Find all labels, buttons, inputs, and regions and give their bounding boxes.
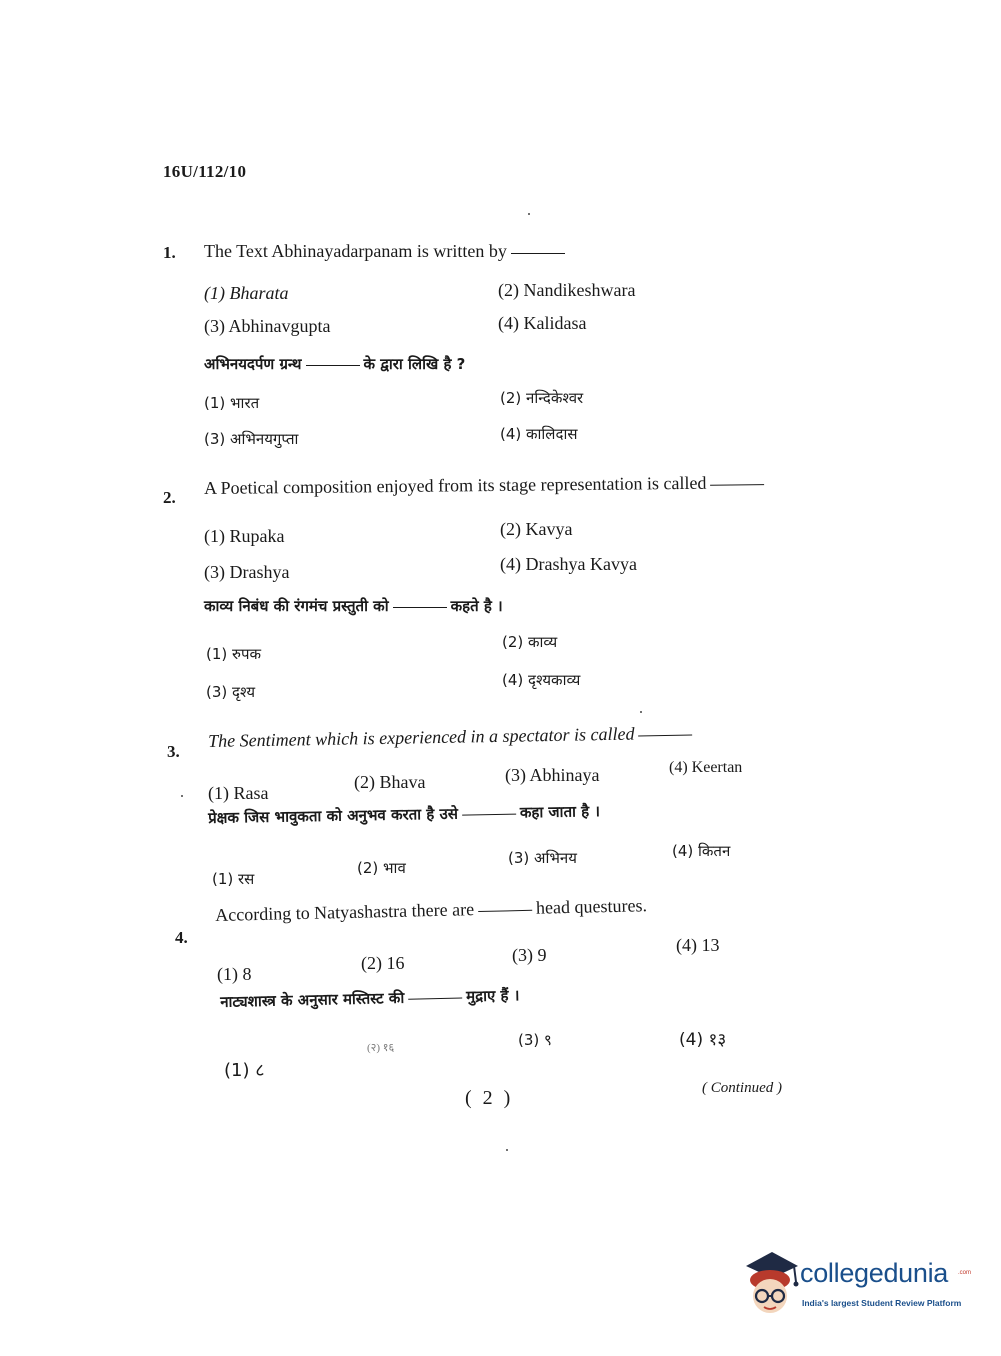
question-text-en: According to Natyashastra there are head questures. (215, 895, 648, 925)
option-2-hi: (२) १६ (367, 1042, 395, 1054)
question-text-hi: काव्य निबंध की रंगमंच प्रस्तुती को कहते है । (204, 597, 503, 615)
question-text-en: A Poetical composition enjoyed from its stage representation is called (204, 472, 769, 499)
option-3-hi: (3) ९ (518, 1031, 552, 1049)
option-3-en: (3) Drashya (204, 562, 290, 582)
question-text-hi: नाट्यशास्त्र के अनुसार मस्तिस्ट की मुद्राए हैं । (220, 986, 520, 1011)
question-text-hi: प्रेक्षक जिस भावुकता को अनुभव करता है उसे कहा जाता है । (208, 802, 601, 827)
answer-blank (462, 814, 516, 816)
option-1-en: (1) Rasa (208, 783, 269, 803)
option-1-hi: (1) रुपक (206, 645, 262, 663)
option-4-hi: (4) कालिदास (500, 425, 578, 443)
option-4-hi: (4) दृश्यकाव्य (502, 671, 581, 689)
scan-speck (528, 213, 530, 215)
question-number: 1. (163, 243, 176, 262)
option-1-en: (1) 8 (217, 964, 252, 984)
question-text-en: The Sentiment which is experienced in a spectator is called (208, 722, 697, 752)
answer-blank (639, 735, 693, 737)
paper-code: 16U/112/10 (163, 162, 247, 181)
option-2-hi: (2) नन्दिकेश्वर (500, 389, 584, 407)
question-text-en: The Text Abhinayadarpanam is written by (204, 241, 569, 262)
answer-blank (511, 253, 565, 254)
option-4-en: (4) 13 (676, 935, 720, 955)
option-4-en: (4) Drashya Kavya (500, 554, 637, 574)
option-1-hi: (1) रस (212, 870, 255, 888)
option-3-hi: (3) अभिनय (508, 849, 577, 867)
option-1-hi: (1) ८ (224, 1060, 265, 1081)
logo-tld: .com (958, 1270, 972, 1276)
option-2-hi: (2) भाव (357, 859, 406, 877)
option-1-hi: (1) भारत (204, 394, 260, 412)
option-4-en: (4) Keertan (669, 759, 743, 776)
answer-blank (478, 910, 532, 912)
collegedunia-logo (742, 1248, 974, 1323)
answer-blank (710, 484, 764, 486)
option-4-en: (4) Kalidasa (498, 313, 587, 333)
logo-tagline: India's largest Student Review Platform (802, 1298, 962, 1308)
option-3-en: (3) 9 (512, 945, 547, 965)
question-text-hi: अभिनयदर्पण ग्रन्थ के द्वारा लिखि है ? (204, 355, 466, 373)
scan-speck (181, 795, 183, 797)
option-3-hi: (3) अभिनयगुप्ता (204, 430, 299, 448)
option-1-en: (1) Rupaka (204, 526, 285, 546)
answer-blank (408, 998, 462, 1000)
question-number: 4. (175, 928, 188, 947)
continued-label: ( Continued ) (702, 1080, 782, 1096)
answer-blank (393, 607, 447, 608)
answer-blank (306, 365, 360, 366)
question-number: 3. (167, 742, 180, 761)
scan-speck (506, 1149, 508, 1151)
option-4-hi: (4) १३ (679, 1030, 727, 1050)
option-4-hi: (4) कितन (672, 842, 731, 860)
option-2-hi: (2) काव्य (502, 633, 558, 651)
page-number: ( 2 ) (465, 1087, 514, 1109)
question-number: 2. (163, 488, 176, 507)
option-3-en: (3) Abhinaya (505, 765, 600, 785)
option-2-en: (2) Nandikeshwara (498, 280, 636, 300)
option-2-en: (2) Bhava (354, 772, 426, 792)
mascot-icon (742, 1248, 802, 1318)
option-2-en: (2) 16 (361, 953, 405, 973)
option-3-hi: (3) दृश्य (206, 683, 256, 701)
option-2-en: (2) Kavya (500, 519, 573, 539)
scan-speck (640, 711, 642, 713)
logo-brand: collegedunia (800, 1258, 949, 1288)
option-1-en: (1) Bharata (204, 283, 289, 303)
option-3-en: (3) Abhinavgupta (204, 316, 331, 336)
